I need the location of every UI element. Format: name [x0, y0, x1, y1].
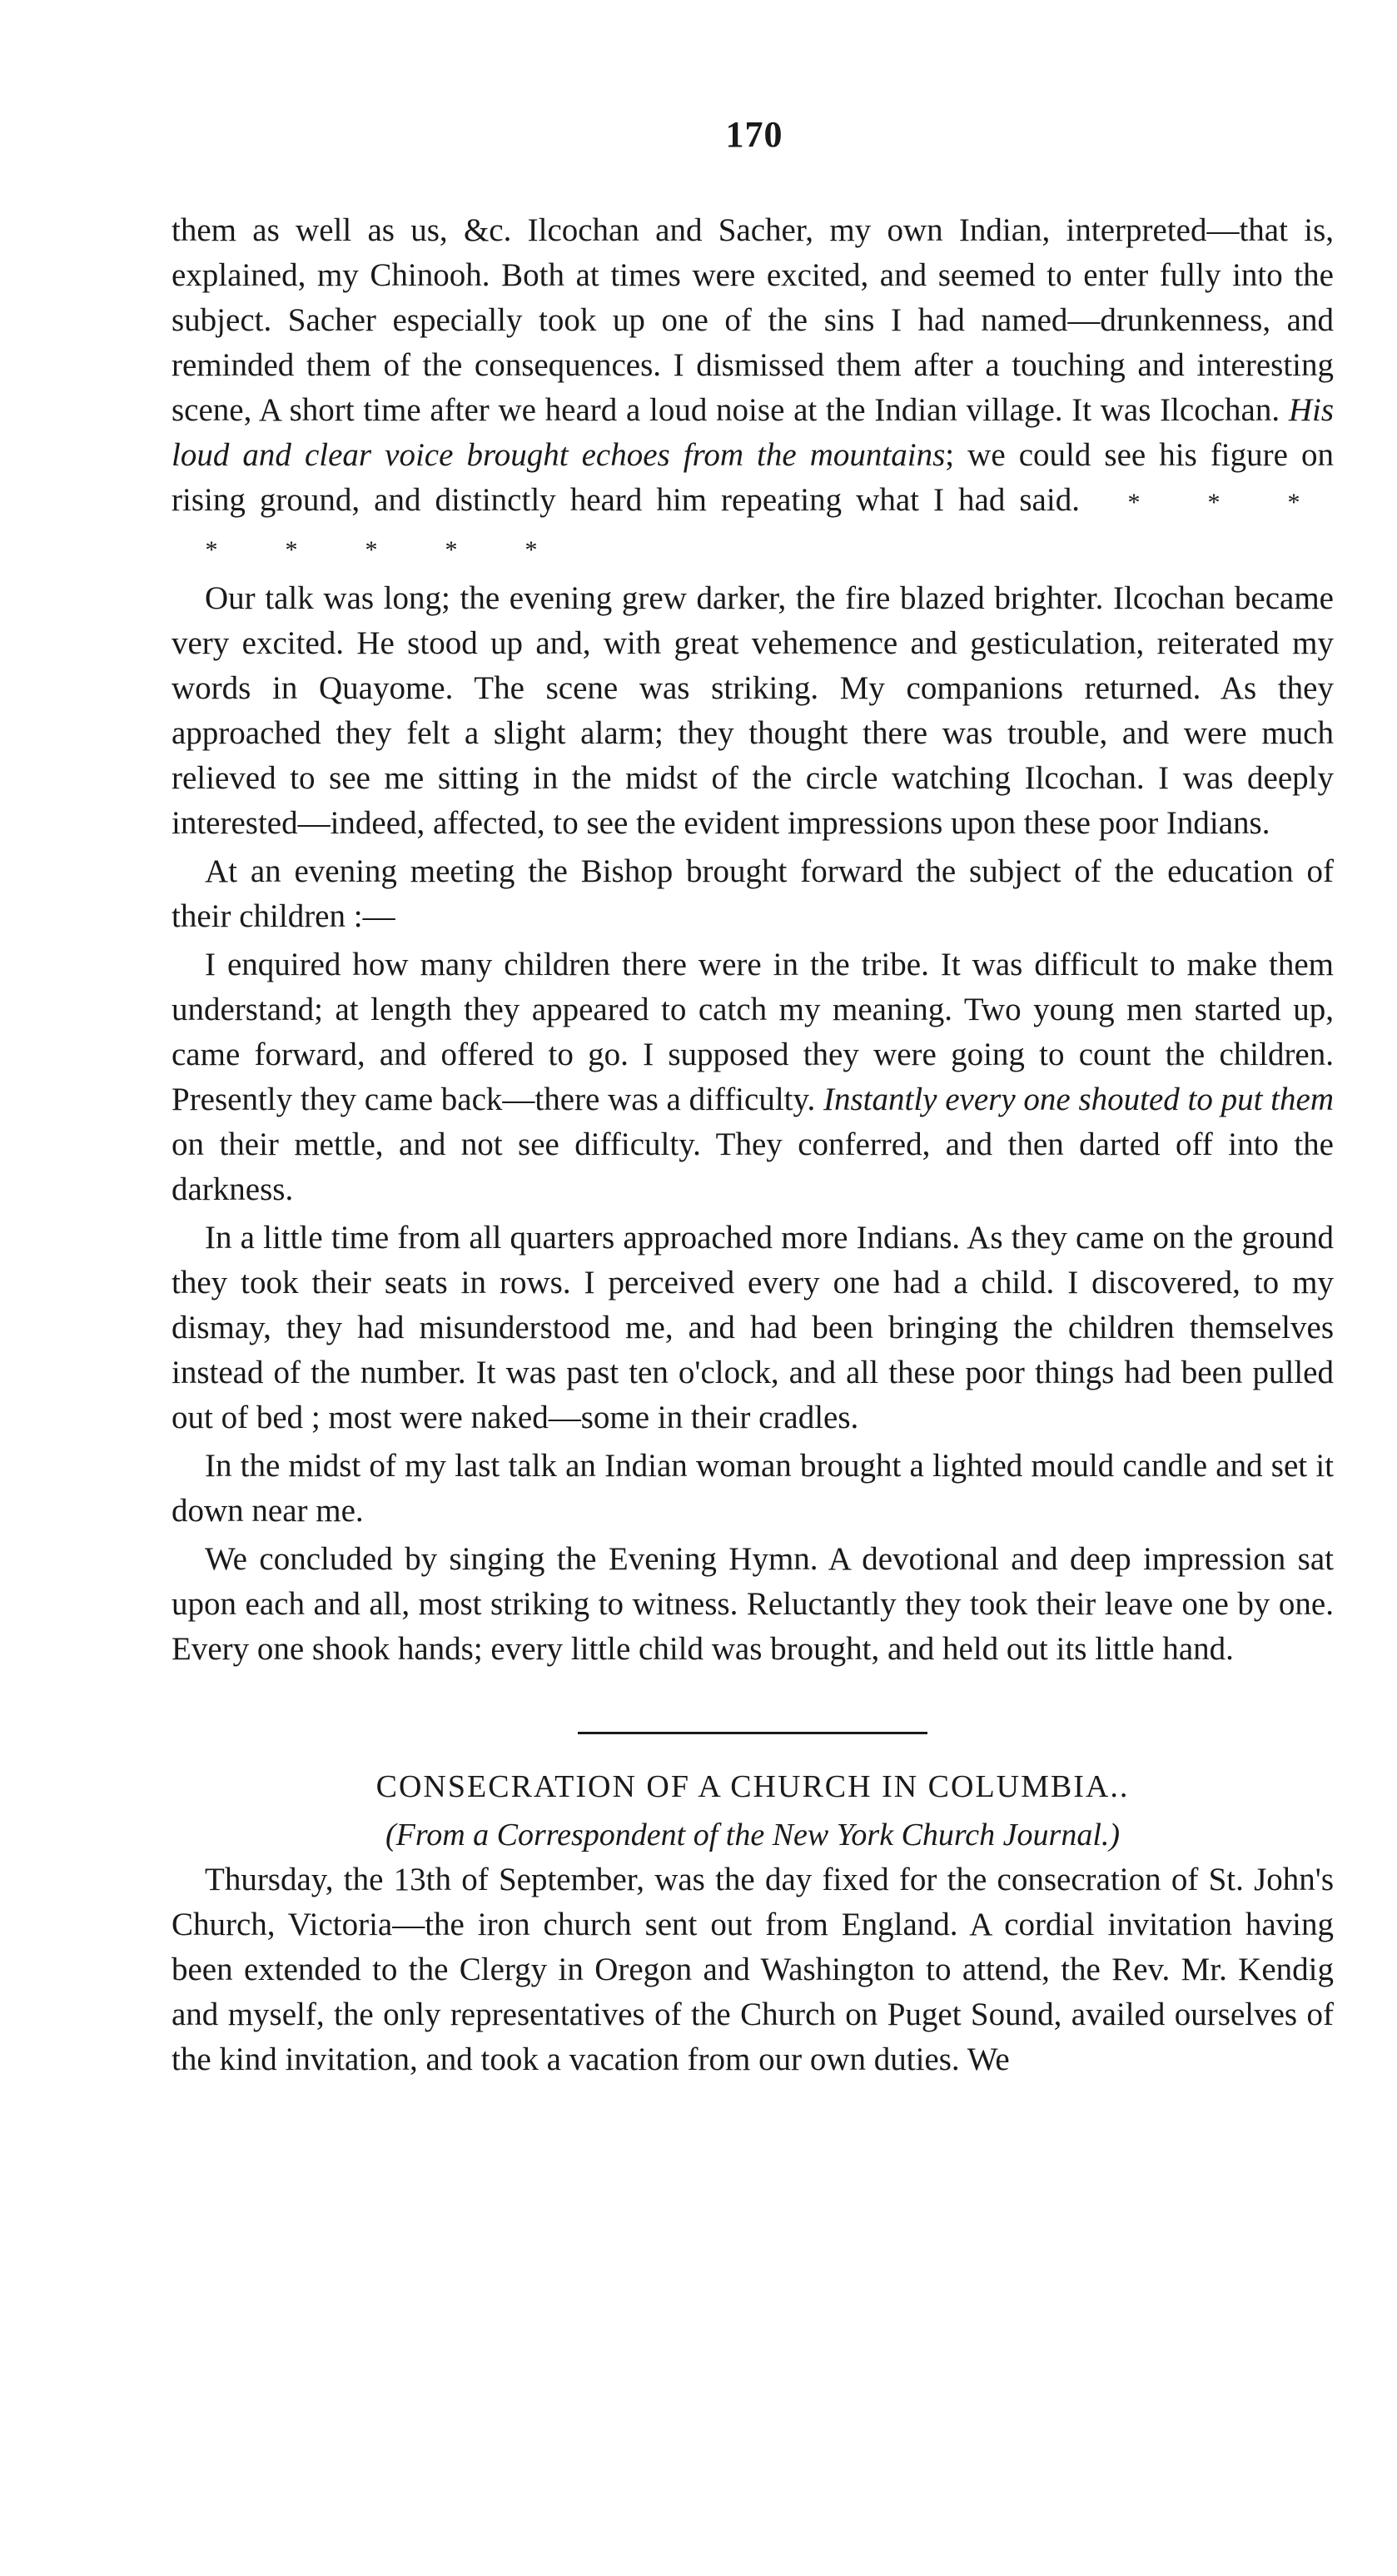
paragraph-6: In the midst of my last talk an Indian woman brought a lighted mould candle and set it down near me. — [172, 1448, 1334, 1529]
paragraph-2: Our talk was long; the evening grew darker, the fire blazed brighter. Ilcochan became very excited. He stood up and, with great vehemence and gesticulation, reiterated my words in Quayome. The scene was striking. My companions returned. As they approached they felt a slight alarm; they thought there was trouble, and were much relieved to see me sitting in the midst of the circle watching Ilcochan. I was deeply interested—indeed, affected, to see the evident impressions upon these poor Indians. — [172, 580, 1334, 841]
asterisk: * — [365, 536, 378, 564]
asterisk: * — [1207, 489, 1221, 516]
paragraph-4-text-continued: on their mettle, and not see difficulty. They conferred, and then darted off into the darkness. — [172, 1126, 1334, 1207]
paragraph-1 — [172, 208, 1334, 573]
paragraph-7: We concluded by singing the Evening Hymn. A devotional and deep impression sat upon each and all, most striking to witness. Reluctantly they took their leave one by one. Every one shook hands; every little child was brought, and held out its little hand. — [172, 1541, 1334, 1667]
asterisk: * — [1287, 489, 1300, 516]
asterisk: * — [285, 536, 298, 564]
section-subheading: (From a Correspondent of the New York Church Journal.) — [385, 1818, 1121, 1852]
page-number: 170 — [725, 114, 783, 155]
paragraph-4-text: I enquired how many children there were in the tribe. It was difficult to make them understand; at length they appeared to catch my meaning. Two young men started up, came forward, and offered to go. I supposed they were going to count the children. Presently they came back—there was a difficulty. — [172, 947, 1334, 1117]
paragraph-4 — [172, 942, 1334, 1212]
paragraph-5: In a little time from all quarters approached more Indians. As they came on the ground they took their seats in rows. I perceived every one had a child. I discovered, to my dismay, they had misunderstood me, and had been bringing the children themselves instead of the number. It was past ten o'clock, and all these poor things had been pulled out of bed ; most were naked—some in their cradles. — [172, 1220, 1334, 1435]
paragraph-1-text: them as well as us, &c. Ilcochan and Sacher, my own Indian, interpreted—that is, explained, my Chinooh. Both at times were excited, and seemed to enter fully into the subject. Sacher especially took up one of the sins I had named—drunkenness, and reminded them of the consequences. I dismissed them after a touching and interesting scene, A short time after we heard a loud noise at the Indian village. It was Ilcochan. — [172, 212, 1334, 428]
section-paragraph: Thursday, the 13th of September, was the day fixed for the consecration of St. John's Church, Victoria—the iron church sent out from England. A cordial invitation having been extended to the Clergy in Oregon and Washington to attend, the Rev. Mr. Kendig and myself, the only representatives of the Church on Puget Sound, availed ourselves of the kind invitation, and took a vacation from our own duties. We — [172, 1862, 1334, 2077]
paragraph-1-text-continued: ; we could see his figure on rising ground, and distinctly heard him repeating what I had said. — [172, 437, 1334, 518]
section-divider — [578, 1732, 927, 1734]
asterisk: * — [524, 536, 538, 564]
asterisk: * — [1127, 489, 1141, 516]
asterisk: * — [445, 536, 458, 564]
asterisk: * — [205, 536, 218, 564]
paragraph-4-italic-text: Instantly every one shouted to put them — [823, 1082, 1334, 1117]
section-heading: CONSECRATION OF A CHURCH IN COLUMBIA.. — [375, 1769, 1130, 1804]
paragraph-1-italic-text: His loud and clear voice brought echoes from the mountains — [172, 392, 1334, 473]
paragraph-3: At an evening meeting the Bishop brought forward the subject of the education of their children :— — [172, 853, 1334, 934]
book-page — [172, 114, 1334, 2082]
